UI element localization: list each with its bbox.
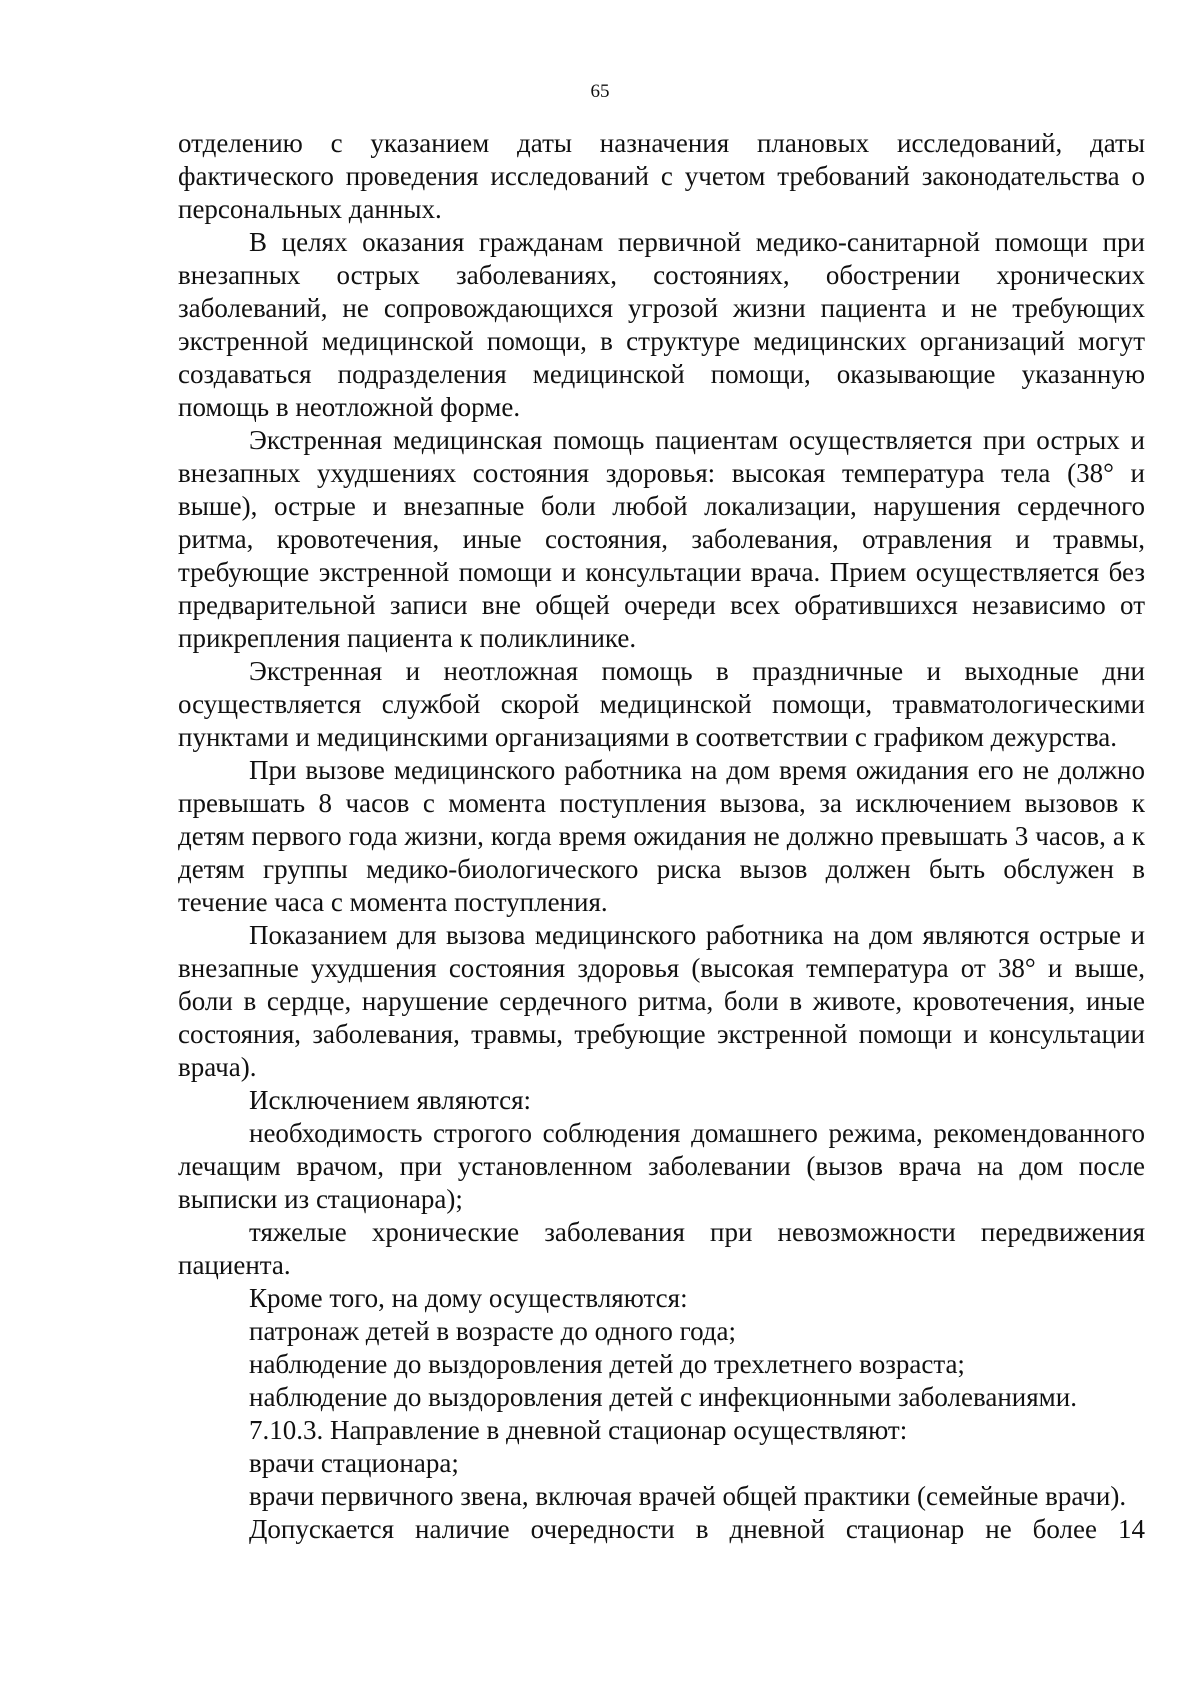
list-item-home-regime: необходимость строгого соблюдения домашнего режима, рекомендованного лечащим врачом, при установленном заболевании (вызов врача на дом после выписки из стационара); bbox=[178, 1118, 1145, 1214]
paragraph-emergency-care: Экстренная медицинская помощь пациентам осуществляется при острых и внезапных ухудшениях состояния здоровья: высокая температура тела (38° и выше), острые и внезапные боли любой локализации, нарушения сердечного ритма, кровотечения, иные состояния, заболевания, отравления и травмы, требующие экстренной помощи и консультации врача. Прием осуществляется без предварительной записи вне общей очереди всех обратившихся независимо от прикрепления пациента к поликлинике. bbox=[178, 425, 1145, 653]
paragraph-home-call-waiting: При вызове медицинского работника на дом время ожидания его не должно превышать 8 часов с момента поступления вызова, за исключением вызовов к детям первого года жизни, когда время ожидания не должно превышать 3 часов, а к детям группы медико-биологического риска вызов должен быть обслужен в течение часа с момента поступления. bbox=[178, 755, 1145, 917]
paragraph-day-hospital-queue: Допускается наличие очередности в дневной стационар не более 14 bbox=[249, 1514, 1145, 1544]
document-body bbox=[178, 127, 1145, 1546]
list-item-primary-doctors: врачи первичного звена, включая врачей общей практики (семейные врачи). bbox=[249, 1481, 1127, 1511]
list-item-infectious-observation: наблюдение до выздоровления детей с инфекционными заболеваниями. bbox=[249, 1382, 1077, 1412]
paragraph-home-call-indications: Показанием для вызова медицинского работника на дом являются острые и внезапные ухудшения состояния здоровья (высокая температура от 38° и выше, боли в сердце, нарушение сердечного ритма, боли в животе, кровотечения, иные состояния, заболевания, травмы, требующие экстренной помощи и консультации врача). bbox=[178, 920, 1145, 1082]
paragraph-exceptions-heading: Исключением являются: bbox=[249, 1085, 532, 1115]
section-7-10-3-heading: 7.10.3. Направление в дневной стационар осуществляют: bbox=[249, 1415, 908, 1445]
list-item-chronic-diseases: тяжелые хронические заболевания при невозможности передвижения пациента. bbox=[178, 1217, 1145, 1280]
list-item-infant-patronage: патронаж детей в возрасте до одного года; bbox=[249, 1316, 737, 1346]
paragraph-urgent-care-units: В целях оказания гражданам первичной медико-санитарной помощи при внезапных острых заболеваниях, состояниях, обострении хронических заболеваний, не сопровождающихся угрозой жизни пациента и не требующих экстренной медицинской помощи, в структуре медицинских организаций могут создаваться подразделения медицинской помощи, оказывающие указанную помощь в неотложной форме. bbox=[178, 227, 1145, 422]
list-item-hospital-doctors: врачи стационара; bbox=[249, 1448, 459, 1478]
paragraph-holiday-care: Экстренная и неотложная помощь в праздничные и выходные дни осуществляется службой скорой медицинской помощи, травматологическими пунктами и медицинскими организациями в соответствии с графиком дежурства. bbox=[178, 656, 1145, 752]
paragraph-continuation: отделению с указанием даты назначения плановых исследований, даты фактического проведения исследований с учетом требований законодательства о персональных данных. bbox=[178, 128, 1145, 224]
paragraph-home-services-heading: Кроме того, на дому осуществляются: bbox=[249, 1283, 688, 1313]
page-number: 65 bbox=[590, 81, 610, 102]
list-item-toddler-observation: наблюдение до выздоровления детей до трехлетнего возраста; bbox=[249, 1349, 965, 1379]
